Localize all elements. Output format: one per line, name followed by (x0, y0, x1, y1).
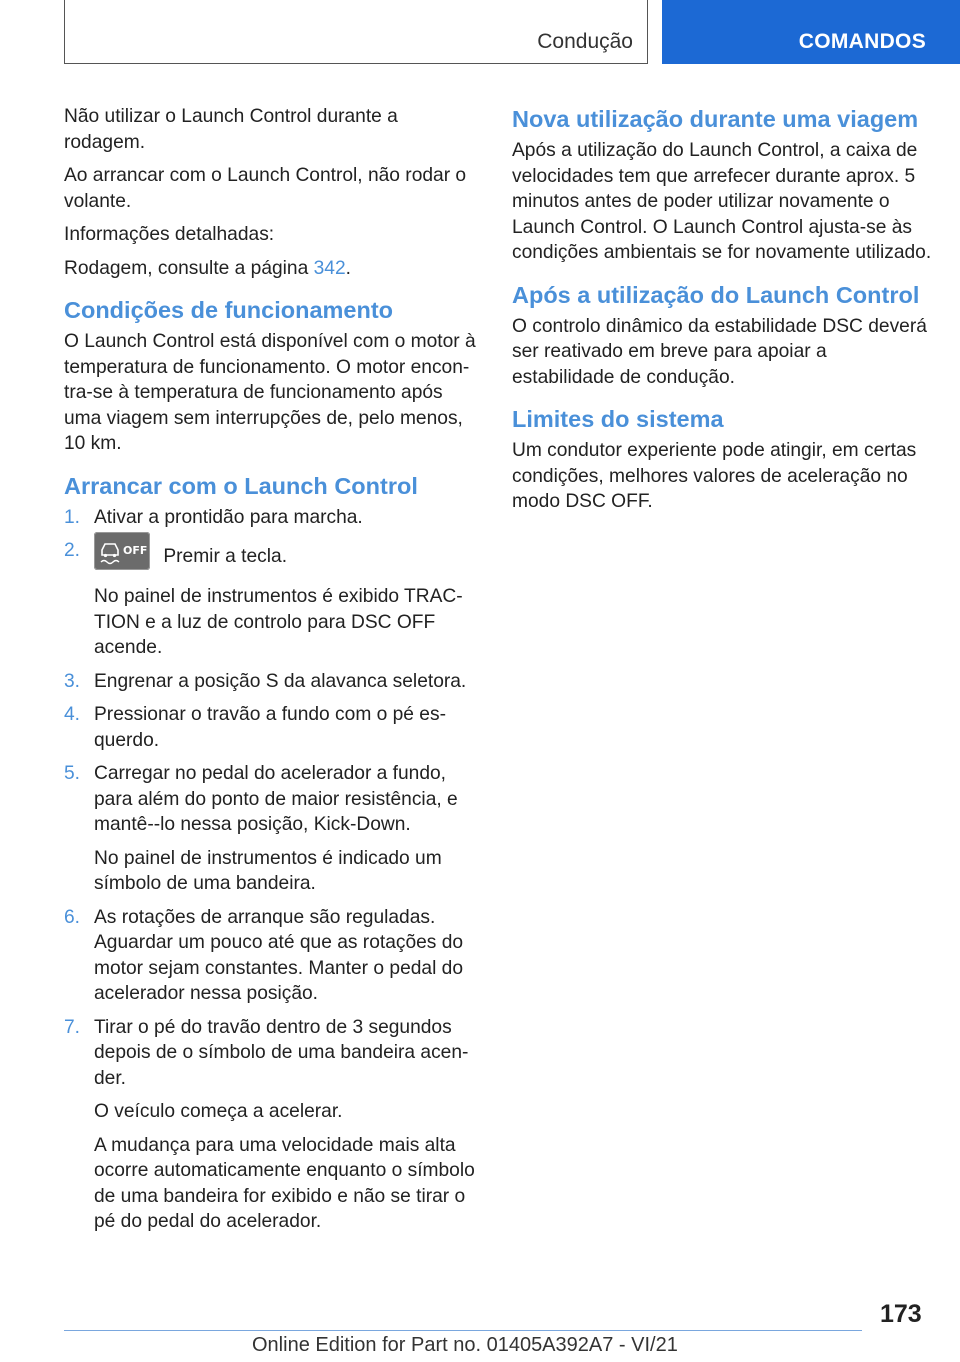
heading-new-use: Nova utilização durante uma viagem (512, 106, 919, 132)
dsc-off-label: OFF (123, 544, 148, 557)
header-chapter-tab (662, 0, 960, 64)
paragraph-volante: Ao arrancar com o Launch Control, não rodar o volante. (64, 165, 467, 212)
reference-text: Rodagem, consulte a página (64, 257, 314, 279)
step-text: As rotações de arranque são reguladas. Aguardar um pouco até que as rotações do motor sejam constantes. Manter o pedal do acelerador nessa posição. (94, 906, 464, 1004)
steps-list (64, 505, 482, 1235)
step-item (64, 669, 482, 695)
header-section-label: Condução (537, 30, 633, 53)
step-number: 2. (64, 540, 81, 561)
step-text: Carregar no pedal do acelerador a fundo, para além do ponto de maior resistência, e mantê--lo nessa posição, Kick-Down. (94, 763, 458, 835)
step-note: A mudança para uma velocidade mais alta ocorre automaticamente enquanto o símbolo de uma bandeira for exibido e não se tirar o pé do pedal do acelerador. (94, 1134, 475, 1232)
right-column (512, 104, 932, 523)
step-note: No painel de instrumentos é exibido TRAC-TION e a luz de controlo para DSC OFF acende. (94, 586, 463, 658)
heading-conditions: Condições de funcionamento (64, 297, 394, 323)
step-number: 1. (64, 506, 81, 528)
step-number: 4. (64, 704, 81, 725)
footer-edition: Online Edition for Part no. 01405A392A7 - VI/21 (252, 1334, 678, 1356)
step-text: Tirar o pé do travão dentro de 3 segundos depois de o símbolo de uma bandeira acen-der. (94, 1016, 469, 1089)
heading-after-use: Após a utilização do Launch Control (512, 281, 920, 308)
step-text: Pressionar o travão a fundo com o pé es-querdo. (94, 704, 446, 751)
step-number: 3. (64, 670, 81, 692)
step-item (64, 538, 482, 661)
step-item (64, 702, 482, 753)
step-number: 5. (64, 763, 81, 784)
step-number: 6. (64, 906, 81, 928)
footer-divider (64, 1330, 862, 1331)
page-number: 173 (880, 1300, 922, 1328)
paragraph-reference (64, 256, 482, 282)
header-chapter-label: COMANDOS (798, 30, 926, 53)
step-item (64, 505, 482, 531)
step-item (64, 1015, 482, 1235)
step-text: Ativar a prontidão para marcha. (94, 506, 363, 528)
heading-start: Arrancar com o Launch Control (64, 472, 418, 499)
left-column (64, 104, 482, 1243)
step-item (64, 905, 482, 1007)
paragraph-new-use: Após a utilização do Launch Control, a caixa de velocidades tem que arrefecer durante aprox. 5 minutos antes de poder utilizar novamente o Launch Control. O Launch Control ajusta-se às condições ambientais se for novamente utilizado. (512, 140, 932, 263)
step-number: 7. (64, 1016, 81, 1038)
step-note: No painel de instrumentos é indicado um símbolo de uma bandeira. (94, 847, 442, 894)
paragraph-info: Informações detalhadas: (64, 224, 275, 245)
paragraph-limits: Um condutor experiente pode atingir, em certas condições, melhores valores de aceleração no modo DSC OFF. (512, 440, 917, 512)
dsc-off-button-icon (94, 532, 150, 570)
step-item (64, 761, 482, 897)
paragraph-after-use: O controlo dinâmico da estabilidade DSC deverá ser reativado em breve para apoiar a estabilidade de condução. (512, 315, 927, 388)
paragraph-conditions: O Launch Control está disponível com o motor à temperatura de funcionamento. O motor encon-tra-se à temperatura de funcionamento após uma viagem sem interrupções de, pelo menos, 10 km. (64, 331, 476, 454)
reference-end: . (345, 257, 351, 279)
step-note: O veículo começa a acelerar. (94, 1101, 343, 1122)
step-text: Premir a tecla. (163, 546, 288, 568)
paragraph-rodagem: Não utilizar o Launch Control durante a rodagem. (64, 106, 398, 153)
header-section-tab (64, 0, 648, 64)
heading-limits: Limites do sistema (512, 406, 724, 432)
page-link[interactable]: 342 (313, 257, 346, 279)
step-text: Engrenar a posição S da alavanca seletora. (94, 670, 467, 692)
